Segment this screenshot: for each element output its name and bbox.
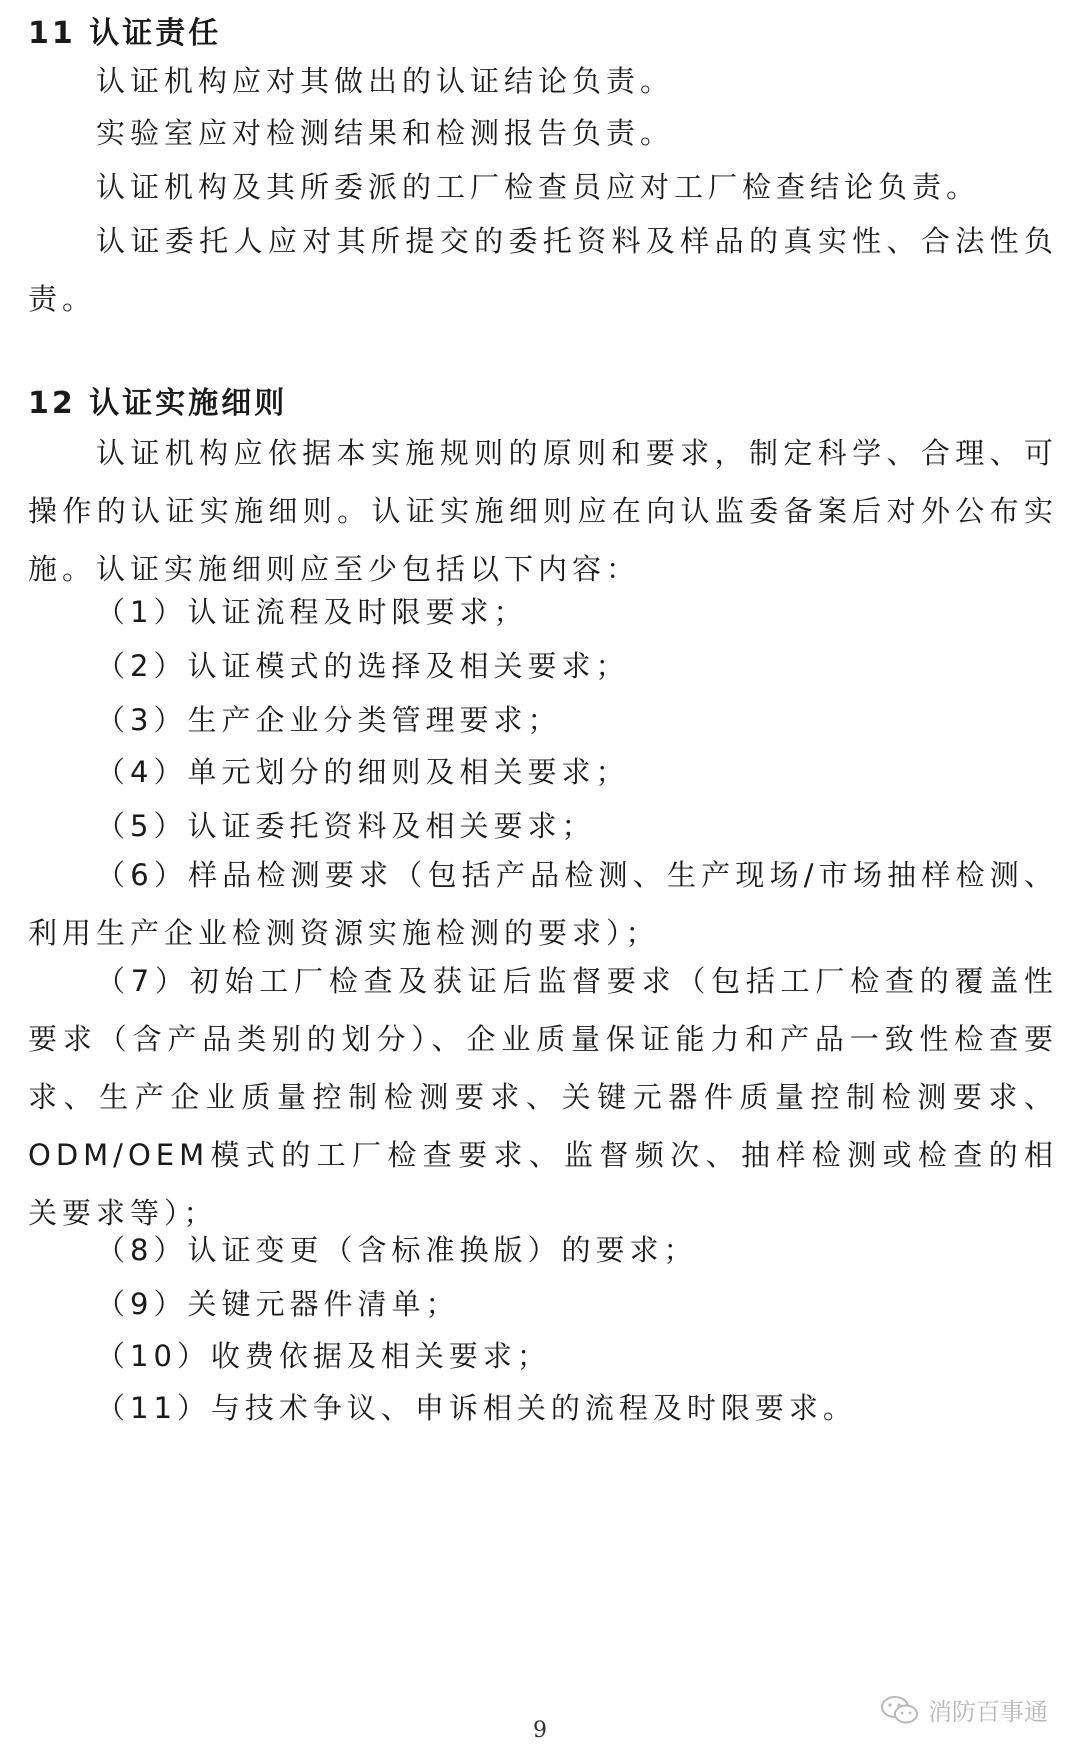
list-item: （11）与技术争议、申诉相关的流程及时限要求。 [96,1391,857,1425]
watermark-text: 消防百事通 [928,1698,1048,1726]
list-item: （4）单元划分的细则及相关要求； [96,755,630,789]
section-11-paragraph: 认证机构及其所委派的工厂检查员应对工厂检查结论负责。 [96,170,981,204]
list-item: （3）生产企业分类管理要求； [96,703,562,737]
section-11-heading: 11 认证责任 [28,16,222,51]
section-12-intro: 认证机构应依据本实施规则的原则和要求，制定科学、合理、可操作的认证实施细则。认证实施细则应在向认监委备案后对外公布实施。认证实施细则应至少包括以下内容： [28,436,1058,586]
list-item: （7）初始工厂检查及获证后监督要求（包括工厂检查的覆盖性要求（含产品类别的划分）、企业质量保证能力和产品一致性检查要求、生产企业质量控制检测要求、关键元器件质量控制检测要求、ODM/OEM模式的工厂检查要求、监督频次、抽样检测或检查的相关要求等）； [28,964,1058,1230]
list-item: （5）认证委托资料及相关要求； [96,809,596,843]
section-12-heading: 12 认证实施细则 [28,386,288,421]
list-item: （6）样品检测要求（包括产品检测、生产现场/市场抽样检测、利用生产企业检测资源实施检测的要求）； [28,858,1058,950]
page-number: 9 [533,1718,547,1743]
section-11-paragraph: 实验室应对检测结果和检测报告负责。 [96,116,675,150]
section-11-paragraph: 认证机构应对其做出的认证结论负责。 [96,64,675,98]
list-item: （8）认证变更（含标准换版）的要求； [96,1233,698,1267]
list-item: （10）收费依据及相关要求； [96,1339,551,1373]
list-item: （2）认证模式的选择及相关要求； [96,649,630,683]
section-11-paragraph: 认证委托人应对其所提交的委托资料及样品的真实性、合法性负责。 [28,224,1058,316]
list-item: （9）关键元器件清单； [96,1287,460,1321]
list-item: （1）认证流程及时限要求； [96,595,528,629]
